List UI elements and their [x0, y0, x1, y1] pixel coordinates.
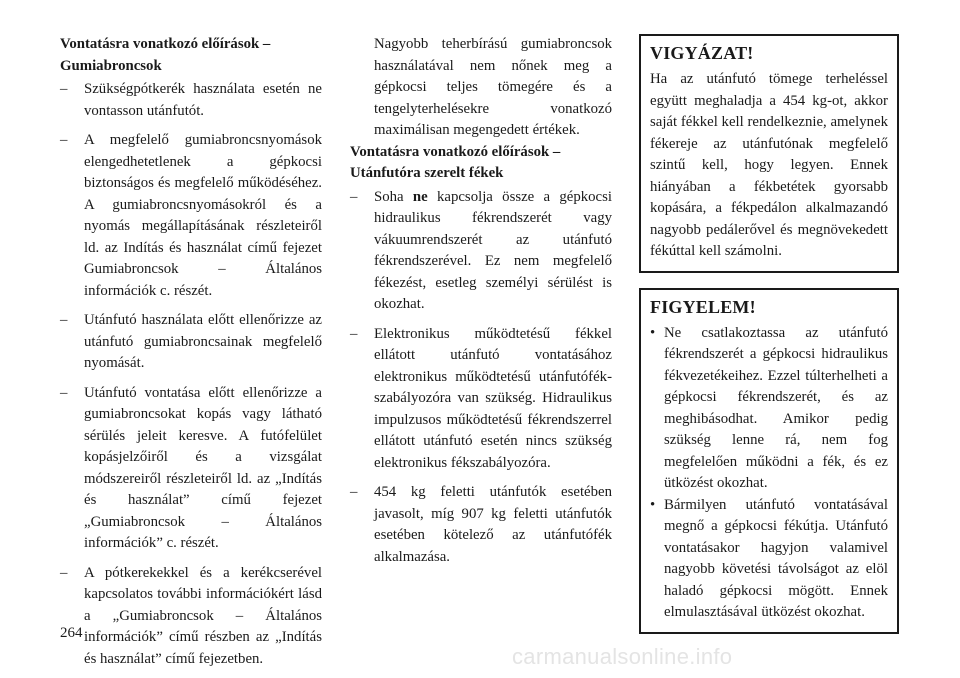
column-left [60, 34, 322, 678]
column-middle [350, 34, 612, 576]
list-item: – A megfelelő gumiabroncsnyomások elengedhetetlenek a gépkocsi biztonságos és megfelelő működéséhez. A gumiabroncsnyomásokról és a nyomás megállapításának részleteiről ld. az Indítás és használat című fejezet Gumiabroncsok – Általános információk c. részét. [60, 130, 322, 302]
list-item: • Bármilyen utánfutó vontatásával megnő a gépkocsi fékútja. Utánfutó vontatásakor hagyjon valamivel nagyobb követési távolságot az elöl haladó gépkocsi mögött. Ennek elmulasztásával ütközést okozhat. [650, 495, 888, 624]
column-right [639, 34, 899, 649]
brake-requirements-list [350, 187, 612, 569]
caution-list [650, 323, 888, 624]
section-heading-tires: Vontatásra vonatkozó előírások – Gumiabroncsok [60, 36, 271, 74]
tire-requirements-list [60, 79, 322, 670]
item-text-start: Soha [374, 188, 413, 205]
list-item: – Utánfutó vontatása előtt ellenőrizze a gumiabroncsokat kopás vagy látható sérülés jeleit keresve. A futófelület kopásjelzőiről és a vizsgálat módszereiről részleteiről ld. az „Indítás és használat” című fejezet „Gumiabroncsok – Általános információk” c. részét. [60, 383, 322, 555]
list-item [350, 187, 612, 316]
page-number: 264 [60, 625, 83, 641]
list-item: – 454 kg feletti utánfutók esetében javasolt, míg 907 kg feletti utánfutók esetében kötelező az utánfutófék alkalmazása. [350, 482, 612, 568]
continued-paragraph: Nagyobb teherbírású gumiabroncsok használatával nem nőnek meg a gépkocsi teljes tömegére és a tengelyterhelésekre vonatkozó maximálisan megengedett értékek. [374, 36, 612, 138]
warning-box [639, 34, 899, 273]
list-item: – Elektronikus működtetésű fékkel ellátott utánfutó vontatásához elektronikus működtetésű utánfutófék-szabályozóra van szükség. Hidraulikus impulzusos működtetésű fékrendszerrel ellátott utánfutó esetén nincs szükség elektronikus fékszabályozóra. [350, 324, 612, 475]
list-item: • Ne csatlakoztassa az utánfutó fékrendszerét a gépkocsi hidraulikus fékvezetékeihez. Ezzel túlterhelheti a gépkocsi fékrendszerét, és az meghibásodhat. Amikor pedig szükség lenne rá, nem fog megfelelően működni a fék, és ez ütközést okozhat. [650, 323, 888, 495]
section-heading-brakes: Vontatásra vonatkozó előírások – Utánfutóra szerelt fékek [350, 143, 561, 181]
caution-title: FIGYELEM! [650, 296, 756, 317]
warning-text: Ha az utánfutó tömege terheléssel együtt meghaladja a 454 kg-ot, akkor saját fékkel kell rendelkeznie, amelynek fékereje az utánfutónak megfelelő szintű kell, hogy legyen. Ennek hiányában a fékbetétek gyorsabb kopására, a fékpedálon alkalmazandó nagyobb pedálerővel és megnövekedett fékúttal kell számolni. [650, 71, 888, 259]
list-item: – Utánfutó használata előtt ellenőrizze az utánfutó gumiabroncsainak megfelelő nyomását. [60, 310, 322, 375]
watermark: carmanualsonline.info [512, 644, 733, 669]
list-item: – A pótkerekekkel és a kerékcserével kapcsolatos további információkért lásd a „Gumiabroncsok – Általános információk” című részben az „Indítás és használat” című fejezetben. [60, 563, 322, 671]
list-item: – Szükségpótkerék használata esetén ne vontasson utánfutót. [60, 79, 322, 122]
warning-title: VIGYÁZAT! [650, 43, 754, 63]
caution-box [639, 288, 899, 634]
item-text-end: kapcsolja össze a gépkocsi hidraulikus fékrendszerét vagy vákuumrendszerét az utánfutó fékrendszerével. Ez nem megfelelő fékezést, esetleg személyi sérülést is okozhat. [374, 188, 612, 312]
emphasis-word: ne [412, 188, 428, 205]
